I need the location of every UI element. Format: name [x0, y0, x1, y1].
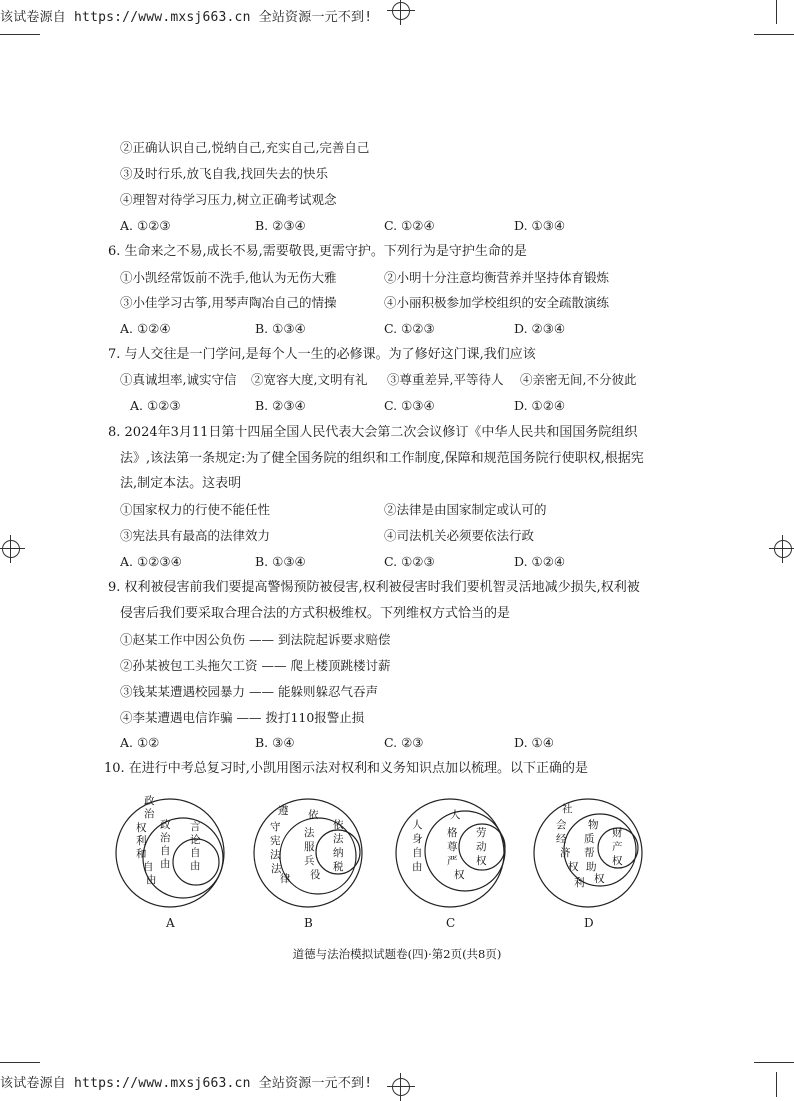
q8-option-c: C. ①②③: [384, 554, 435, 569]
q7-option-d: D. ①②④: [514, 398, 566, 413]
q9-option-c: C. ②③: [384, 735, 424, 750]
q8-item-2: ②法律是由国家制定或认可的: [384, 502, 547, 517]
q8-item-4: ④司法机关必须要依法行政: [384, 528, 535, 543]
q8-item-3: ③宪法具有最高的法律效力: [120, 528, 271, 543]
q5-option-c: C. ①②④: [384, 218, 435, 233]
q8-option-b: B. ①③④: [255, 554, 306, 569]
q9-stem-line: 侵害后我们要采取合理合法的方式积极维权。下列维权方式恰当的是: [120, 606, 511, 621]
diagram-a-middle: 政治自由: [160, 819, 171, 870]
diagram-c-outer: 人身自由: [412, 819, 423, 873]
q10-stem: 10. 在进行中考总复习时,小凯用图示法对权利和义务知识点加以梳理。以下正确的是: [104, 761, 588, 776]
q9-item-2: ②孙某被包工头拖欠工资 —— 爬上楼顶跳楼讨薪: [120, 658, 391, 673]
watermark-top: 该试卷源自 https://www.mxsj663.cn 全站资源一元不到!: [0, 10, 373, 25]
q5-option-b: B. ②③④: [255, 218, 306, 233]
q6-stem: 6. 生命来之不易,成长不易,需要敬畏,更需守护。下列行为是守护生命的是: [108, 244, 527, 259]
diagram-b-middle: 依法服兵役: [304, 809, 321, 881]
diagram-b: [254, 799, 362, 907]
page-footer: 道德与法治模拟试题卷(四)·第2页(共8页): [292, 947, 502, 961]
diagram-c-inner: 劳动权: [476, 827, 487, 867]
diagram-d-inner: 财产权: [612, 827, 623, 867]
q7-item-4: ④亲密无间,不分彼此: [520, 372, 637, 387]
q9-item-1: ①赵某工作中因公负伤 —— 到法院起诉要求赔偿: [120, 632, 391, 647]
q8-stem-line: 法》,该法第一条规定:为了健全国务院的组织和工作制度,保障和规范国务院行使职权,根据宪: [120, 451, 644, 466]
registration-mark-icon: [392, 1078, 410, 1096]
diagram-c-middle: 人格尊严权: [447, 809, 465, 881]
diagram-a-label: A: [166, 916, 175, 930]
q5-item-4: ④理智对待学习压力,树立正确考试观念: [120, 192, 337, 207]
crop-mark: [0, 1062, 40, 1063]
q9-option-a: A. ①②: [120, 735, 160, 750]
q5-option-a: A. ①②③: [120, 218, 171, 233]
q9-option-d: D. ①④: [514, 735, 554, 750]
crop-mark: [776, 1072, 777, 1097]
q6-option-a: A. ①②④: [120, 321, 171, 336]
q6-option-b: B. ①③④: [255, 321, 306, 336]
q9-stem-line: 9. 权利被侵害前我们要提高警惕预防被侵害,权利被侵害时我们要机智灵活地减少损失,权利被: [108, 580, 640, 595]
q6-option-c: C. ①②③: [384, 321, 435, 336]
q6-item-3: ③小佳学习古筝,用琴声陶冶自己的情操: [120, 295, 337, 310]
crop-mark: [754, 1062, 794, 1063]
q9-item-4: ④李某遭遇电信诈骗 —— 拨打110报警止损: [120, 710, 365, 725]
q9-option-b: B. ③④: [255, 735, 295, 750]
watermark-bottom: 该试卷源自 https://www.mxsj663.cn 全站资源一元不到!: [0, 1076, 373, 1091]
q7-item-3: ③尊重差异,平等待人: [387, 372, 504, 387]
q5-item-3: ③及时行乐,放飞自我,找回失去的快乐: [120, 166, 328, 181]
q6-item-4: ④小丽积极参加学校组织的安全疏散演练: [384, 295, 610, 310]
diagram-d-middle: 物质帮助权: [584, 819, 605, 885]
diagram-a-inner: 言论自由: [190, 821, 201, 872]
registration-mark-icon: [392, 2, 410, 20]
q8-item-1: ①国家权力的行使不能任性: [120, 502, 271, 517]
q6-item-1: ①小凯经常饭前不洗手,他认为无伤大雅: [120, 270, 337, 285]
diagram-d-label: D: [584, 916, 594, 930]
diagram-b-inner: 依法纳税: [333, 819, 344, 873]
q7-item-1: ①真诚坦率,诚实守信: [120, 372, 237, 387]
registration-mark-icon: [2, 540, 20, 558]
diagram-d: [534, 799, 642, 907]
diagram-a-outer: 政治权利和自由: [136, 795, 157, 886]
diagram-a: [116, 794, 224, 907]
diagram-b-outer: 遵守宪法法律: [270, 805, 291, 885]
diagram-d-outer: 社会经济权利: [556, 803, 585, 889]
q9-item-3: ③钱某某遭遇校园暴力 —— 能躲则躲忍气吞声: [120, 684, 378, 699]
q6-item-2: ②小明十分注意均衡营养并坚持体育锻炼: [384, 270, 610, 285]
crop-mark: [776, 0, 777, 24]
diagram-c: [396, 799, 505, 907]
crop-mark: [754, 34, 794, 35]
q7-option-a: A. ①②③: [130, 398, 181, 413]
diagram-c-label: C: [446, 916, 456, 930]
q5-option-d: D. ①③④: [514, 218, 566, 233]
crop-mark: [0, 34, 40, 35]
diagram-b-label: B: [304, 916, 313, 930]
q7-item-2: ②宽容大度,文明有礼: [251, 372, 368, 387]
q10-diagrams: [0, 790, 794, 930]
q7-option-c: C. ①③④: [384, 398, 435, 413]
registration-mark-icon: [774, 540, 792, 558]
q7-option-b: B. ②③④: [255, 398, 306, 413]
q7-stem: 7. 与人交往是一门学问,是每个人一生的必修课。为了修好这门课,我们应该: [108, 347, 536, 362]
q8-option-d: D. ①②④: [514, 554, 566, 569]
q8-stem-line: 法,制定本法。这表明: [120, 476, 242, 491]
q5-item-2: ②正确认识自己,悦纳自己,充实自己,完善自己: [120, 140, 370, 155]
q8-stem-line: 8. 2024年3月11日第十四届全国人民代表大会第二次会议修订《中华人民共和国国务院组织: [108, 425, 638, 440]
q8-option-a: A. ①②③④: [120, 554, 182, 569]
q6-option-d: D. ②③④: [514, 321, 566, 336]
